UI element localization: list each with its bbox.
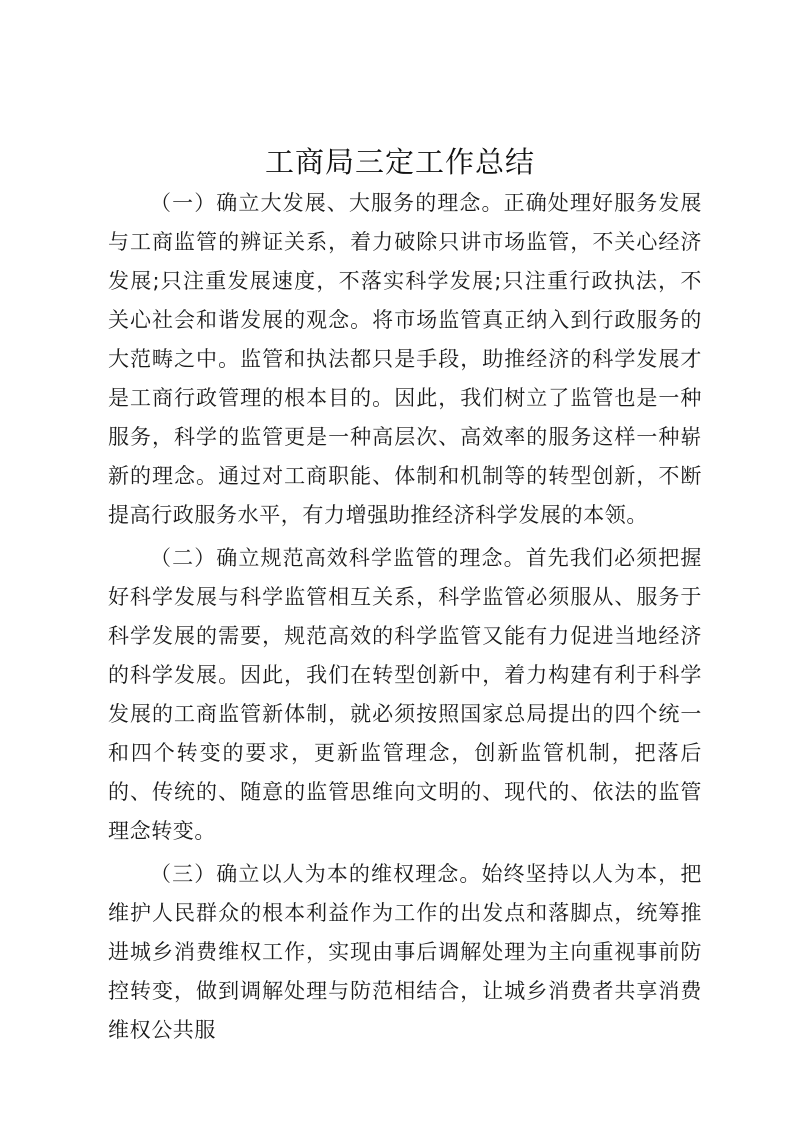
paragraph-2: （二）确立规范高效科学监管的理念。首先我们必须把握好科学发展与科学监管相互关系，科学监管必须服从、服务于科学发展的需要，规范高效的科学监管又能有力促进当地经济的科学发展。因此，我们在转型创新中，着力构建有利于科学发展的工商监管新体制，就必须按照国家总局提出的四个统一和四个转变的要求，更新监管理念，创新监管机制，把落后的、传统的、随意的监管思维向文明的、现代的、依法的监管理念转变。 xyxy=(108,546,702,843)
paragraph-3: （三）确立以人为本的维权理念。始终坚持以人为本，把维护人民群众的根本利益作为工作的出发点和落脚点，统筹推进城乡消费维权工作，实现由事后调解处理为主向重视事前防控转变，做到调解处理与防范相结合，让城乡消费者共享消费维权公共服 xyxy=(108,862,702,1042)
document-body xyxy=(108,184,702,1054)
document-title: 工商局三定工作总结 xyxy=(264,145,535,179)
paragraph-1: （一）确立大发展、大服务的理念。正确处理好服务发展与工商监管的辨证关系，着力破除只讲市场监管，不关心经济发展;只注重发展速度，不落实科学发展;只注重行政执法，不关心社会和谐发展的观念。将市场监管真正纳入到行政服务的大范畴之中。监管和执法都只是手段，助推经济的科学发展才是工商行政管理的根本目的。因此，我们树立了监管也是一种服务，科学的监管更是一种高层次、高效率的服务这样一种崭新的理念。通过对工商职能、体制和机制等的转型创新，不断提高行政服务水平，有力增强助推经济科学发展的本领。 xyxy=(108,191,702,527)
